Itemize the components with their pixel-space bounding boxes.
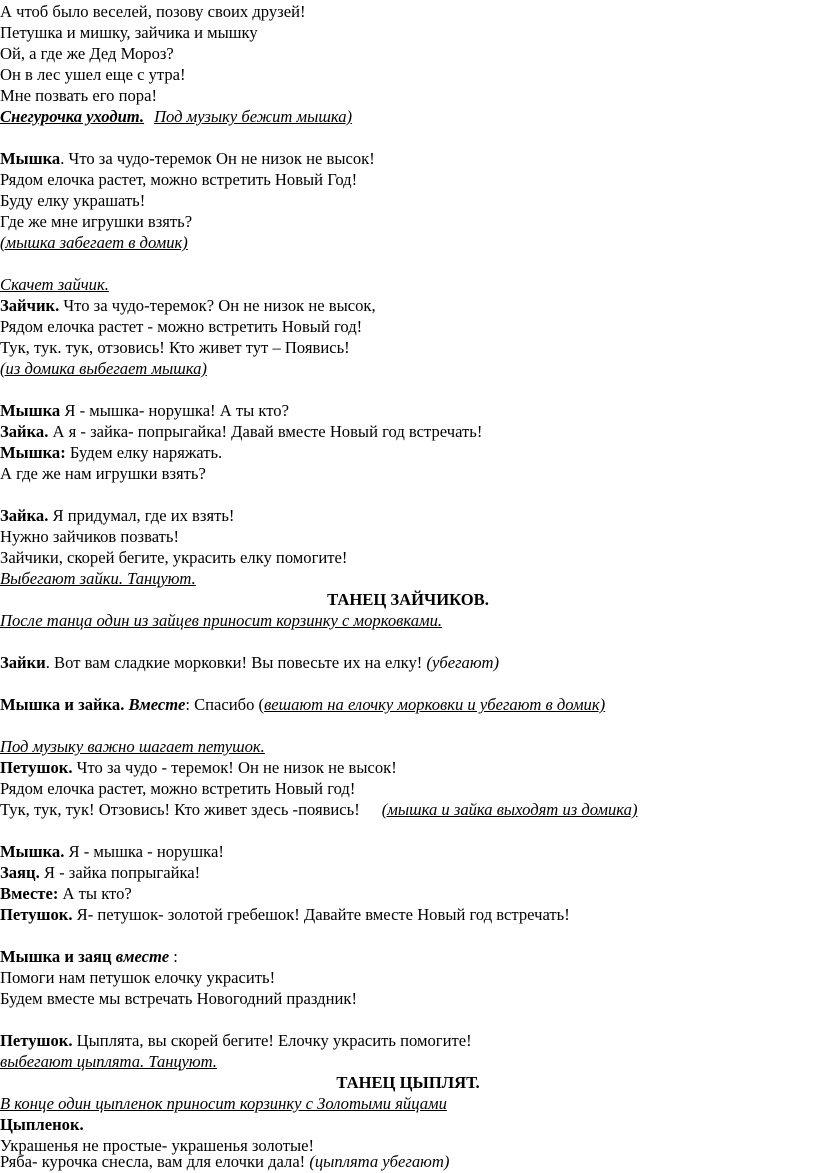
speech-text: А ты кто? <box>58 884 132 903</box>
stage-direction-text: (мышка и зайка выходят из домика) <box>381 800 638 819</box>
heading-text: ТАНЕЦ ЗАЙЧИКОВ. <box>327 590 489 609</box>
stage-direction-text: Под музыку бежит мышка) <box>154 107 353 126</box>
dialogue-line <box>0 862 200 884</box>
speaker-name: Цыпленок. <box>0 1115 84 1134</box>
stage-direction-text: Скачет зайчик. <box>0 275 109 294</box>
line-text: Тук, тук. тук, отзовись! Кто живет тут – Появись! <box>0 338 350 357</box>
dialogue-line <box>0 505 234 527</box>
text-line <box>0 463 206 485</box>
stage-direction-bold: Снегурочка уходит. <box>0 107 145 126</box>
line-text: Нужно зайчиков позвать! <box>0 527 180 546</box>
stage-direction <box>0 610 442 632</box>
dialogue-line <box>0 400 289 422</box>
text-line <box>0 169 357 191</box>
line-text: Петушка и мишку, зайчика и мышку <box>0 23 258 42</box>
section-heading <box>0 1072 816 1094</box>
speech-text: Я - мышка - норушка! <box>64 842 224 861</box>
line-text: Рядом елочка растет - можно встретить Новый год! <box>0 317 363 336</box>
stage-direction <box>0 106 352 128</box>
heading-text: ТАНЕЦ ЦЫПЛЯТ. <box>336 1073 480 1092</box>
line-text: Рядом елочка растет, можно встретить Новый год! <box>0 779 356 798</box>
speech-text: . Вот вам сладкие морковки! Вы повесьте их на елку! <box>45 653 427 672</box>
text-line <box>0 190 145 212</box>
speech-text: Я - зайка попрыгайка! <box>39 863 201 882</box>
speech-text: Что за чудо - теремок! Он не низок не высок! <box>72 758 397 777</box>
line-text: Ой, а где же Дед Мороз? <box>0 44 174 63</box>
speaker-modifier: Вместе <box>128 695 186 714</box>
stage-direction <box>0 1093 447 1115</box>
speaker-name: Петушок. <box>0 905 73 924</box>
stage-direction-text: вешают на елочку морковки и убегают в домик) <box>264 695 606 714</box>
stage-direction-text: (убегают) <box>426 653 500 672</box>
stage-direction <box>0 736 265 758</box>
stage-direction-text: выбегают цыплята. Танцуют. <box>0 1052 217 1071</box>
speech-text: : <box>169 947 178 966</box>
line-text: Ряба- курочка снесла, вам для елочки дала! <box>0 1152 310 1171</box>
dialogue-line <box>0 757 397 779</box>
speaker-name: Заяц. <box>0 863 40 882</box>
speech-text: . Что за чудо-теремок Он не низок не высок! <box>60 149 375 168</box>
text-line <box>0 967 275 989</box>
line-text: Рядом елочка растет, можно встретить Новый Год! <box>0 170 358 189</box>
speech-text: Я - мышка- норушка! А ты кто? <box>60 401 289 420</box>
speaker-name: Мышка <box>0 401 61 420</box>
speech-text: : Спасибо ( <box>185 695 265 714</box>
stage-direction-text: (цыплята убегают) <box>309 1152 450 1171</box>
stage-direction <box>0 1051 217 1073</box>
line-text: Украшенья не простые- украшенья золотые! <box>0 1136 315 1155</box>
text-line <box>0 211 192 233</box>
speaker-name: Мышка <box>0 149 61 168</box>
section-heading <box>0 589 816 611</box>
speaker-name: Мышка и заяц <box>0 947 112 966</box>
dialogue-line <box>0 841 224 863</box>
text-line <box>0 988 357 1010</box>
line-text: Буду елку украшать! <box>0 191 146 210</box>
dialogue-line <box>0 946 178 968</box>
dialogue-line <box>0 295 376 317</box>
speaker-name: Зайка. <box>0 422 49 441</box>
speech-text: Я придумал, где их взять! <box>48 506 235 525</box>
stage-direction-text: (мышка забегает в домик) <box>0 233 188 252</box>
speaker-modifier: вместе <box>111 947 170 966</box>
speech-text: Что за чудо-теремок? Он не низок не высок, <box>59 296 376 315</box>
line-text: Где же мне игрушки взять? <box>0 212 193 231</box>
text-line <box>0 85 157 107</box>
line-text: Мне позвать его пора! <box>0 86 157 105</box>
dialogue-line <box>0 652 499 674</box>
dialogue-line <box>0 421 482 443</box>
dialogue-line <box>0 1030 472 1052</box>
text-line <box>0 1151 449 1173</box>
line-text: Тук, тук, тук! Отзовись! Кто живет здесь -появись! <box>0 800 360 819</box>
line-text: Будем вместе мы встречать Новогодний праздник! <box>0 989 357 1008</box>
dialogue-line <box>0 694 605 716</box>
dialogue-line <box>0 1114 84 1136</box>
stage-direction <box>0 568 196 590</box>
speaker-name: Зайки <box>0 653 46 672</box>
text-line <box>0 547 347 569</box>
stage-direction <box>0 274 109 296</box>
dialogue-line <box>0 904 570 926</box>
line-text: Зайчики, скорей бегите, украсить елку помогите! <box>0 548 348 567</box>
stage-direction-text: (из домика выбегает мышка) <box>0 359 207 378</box>
dialogue-line <box>0 442 222 464</box>
speaker-name: Мышка. <box>0 842 65 861</box>
speech-text: А я - зайка- попрыгайка! Давай вместе Новый год встречать! <box>48 422 483 441</box>
speech-text: Цыплята, вы скорей бегите! Елочку украсить помогите! <box>72 1031 472 1050</box>
text-line <box>0 316 362 338</box>
dialogue-line <box>0 148 375 170</box>
line-text: Он в лес ушел еще с утра! <box>0 65 186 84</box>
text-line <box>0 526 179 548</box>
stage-direction <box>0 232 188 254</box>
speaker-name: Мышка: <box>0 443 66 462</box>
speaker-name: Зайка. <box>0 506 49 525</box>
speaker-name: Зайчик. <box>0 296 60 315</box>
line-text: А где же нам игрушки взять? <box>0 464 206 483</box>
speaker-name: Мышка и зайка. <box>0 695 125 714</box>
dialogue-line <box>0 883 132 905</box>
stage-direction-text: Выбегают зайки. Танцуют. <box>0 569 196 588</box>
text-line <box>0 1 306 23</box>
speech-text: Будем елку наряжать. <box>65 443 223 462</box>
text-line <box>0 799 637 821</box>
text-line <box>0 43 174 65</box>
text-line <box>0 337 350 359</box>
speaker-name: Петушок. <box>0 758 73 777</box>
stage-direction <box>0 358 207 380</box>
speaker-name: Вместе: <box>0 884 59 903</box>
text-line <box>0 22 258 44</box>
stage-direction-text: В конце один цыпленок приносит корзинку с Золотыми яйцами <box>0 1094 447 1113</box>
line-text: Помоги нам петушок елочку украсить! <box>0 968 276 987</box>
line-text: А чтоб было веселей, позову своих друзей! <box>0 2 306 21</box>
text-line <box>0 64 186 86</box>
stage-direction-text: После танца один из зайцев приносит корзинку с морковками. <box>0 611 443 630</box>
speaker-name: Петушок. <box>0 1031 73 1050</box>
stage-direction-text: Под музыку важно шагает петушок. <box>0 737 265 756</box>
text-line <box>0 778 355 800</box>
speech-text: Я- петушок- золотой гребешок! Давайте вместе Новый год встречать! <box>72 905 570 924</box>
